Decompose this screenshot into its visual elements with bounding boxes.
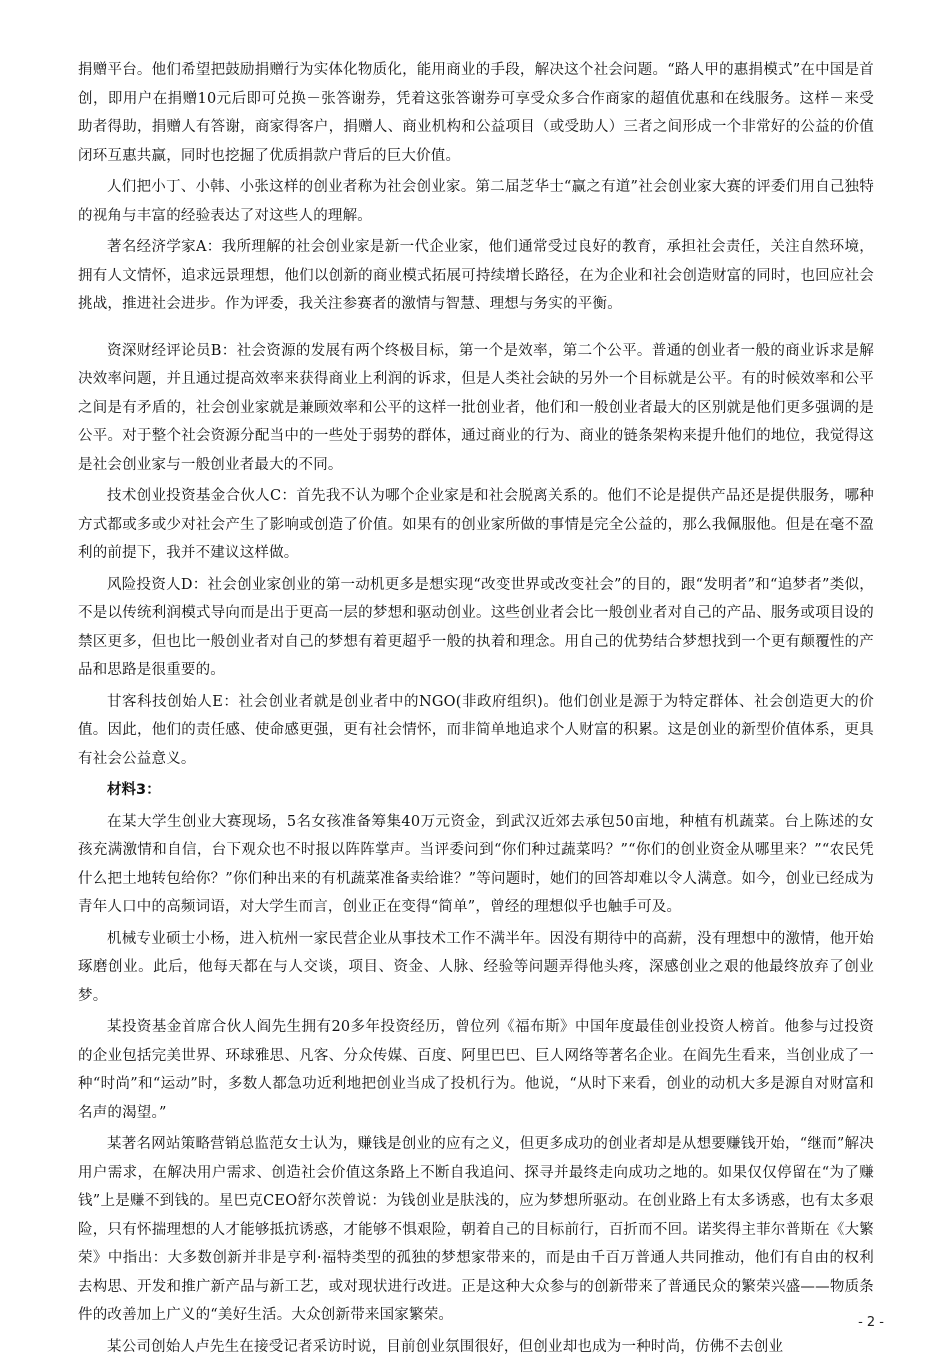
page-number: - 2 - (858, 1315, 884, 1330)
paragraph-donation-platform: 捐赠平台。他们希望把鼓励捐赠行为实体化物质化，能用商业的手段，解决这个社会问题。“路人甲的惠捐模式”在中国是首创，即用户在捐赠10元后即可兑换－张答谢券，凭着这张答谢券可享受众多合作商家的超值优惠和在线服务。这样－来受助者得助，捐赠人有答谢，商家得客户，捐赠人、商业机构和公益项目（或受助人）三者之间形成一个非常好的公益的价值闭环互惠共赢，同时也挖掘了优质捐款户背后的巨大价值。 (78, 56, 874, 170)
paragraph-investor-d: 风险投资人D：社会创业家创业的第一动机更多是想实现“改变世界或改变社会”的目的，跟“发明者”和“追梦者”类似，不是以传统利润模式导向而是出于更高一层的梦想和驱动创业。这些创业者会比一般创业者对自己的产品、服务或项目设的禁区更多，但也比一般创业者对自己的梦想有着更超乎一般的执着和理念。用自己的优势结合梦想找到一个更有颠覆性的产品和思路是很重要的。 (78, 571, 874, 685)
paragraph-mr-lu: 某公司创始人卢先生在接受记者采访时说，目前创业氛围很好，但创业却也成为一种时尚，仿佛不去创业 (78, 1333, 874, 1361)
paragraph-partner-c: 技术创业投资基金合伙人C：首先我不认为哪个企业家是和社会脱离关系的。他们不论是提供产品还是提供服务，哪种方式都或多或少对社会产生了影响或创造了价值。如果有的创业家所做的事情是完全公益的，那么我佩服他。但是在毫不盈利的前提下，我并不建议这样做。 (78, 482, 874, 568)
paragraph-founder-e: 甘客科技创始人E：社会创业者就是创业者中的NGO(非政府组织)。他们创业是源于为特定群体、社会创造更大的价值。因此，他们的责任感、使命感更强，更有社会情怀，而非简单地追求个人财富的积累。这是创业的新型价值体系，更具有社会公益意义。 (78, 688, 874, 774)
paragraph-commentator-b: 资深财经评论员B：社会资源的发展有两个终极目标，第一个是效率，第二个公平。普通的创业者一般的商业诉求是解决效率问题，并且通过提高效率来获得商业上利润的诉求，但是人类社会缺的另外一个目标就是公平。有的时候效率和公平之间是有矛盾的，社会创业家就是兼顾效率和公平的这样一批创业者，他们和一般创业者最大的区别就是他们更多强调的是公平。对于整个社会资源分配当中的一些处于弱势的群体，通过商业的行为、商业的链条架构来提升他们的地位，我觉得这是社会创业家与一般创业者最大的不同。 (78, 337, 874, 480)
paragraph-student-contest: 在某大学生创业大赛现场，5名女孩准备筹集40万元资金，到武汉近郊去承包50亩地，种植有机蔬菜。台上陈述的女孩充满激情和自信，台下观众也不时报以阵阵掌声。当评委问到“你们种过蔬菜吗？”“你们的创业资金从哪里来？”“农民凭什么把土地转包给你？”你们种出来的有机蔬菜准备卖给谁？”等问题时，她们的回答却难以令人满意。如今，创业已经成为青年人口中的高频词语，对大学生而言，创业正在变得“简单”，曾经的理想似乎也触手可及。 (78, 808, 874, 922)
paragraph-xiao-yang: 机械专业硕士小杨，进入杭州一家民营企业从事技术工作不满半年。因没有期待中的高薪，没有理想中的激情，他开始琢磨创业。此后，他每天都在与人交谈，项目、资金、人脉、经验等问题弄得他头疼，深感创业之艰的他最终放弃了创业梦。 (78, 925, 874, 1011)
paragraph-ms-fan: 某著名网站策略营销总监范女士认为，赚钱是创业的应有之义，但更多成功的创业者却是从想要赚钱开始，“继而”解决用户需求，在解决用户需求、创造社会价值这条路上不断自我追问、探寻并最终走向成功之地的。如果仅仅停留在“为了赚钱”上是赚不到钱的。星巴克CEO舒尔茨曾说：为钱创业是肤浅的，应为梦想所驱动。在创业路上有太多诱惑，也有太多艰险，只有怀揣理想的人才能够抵抗诱惑，才能够不惧艰险，朝着自己的目标前行，百折而不回。诺奖得主菲尔普斯在《大繁荣》中指出：大多数创新并非是亨利·福特类型的孤独的梦想家带来的，而是由千百万普通人共同推动，他们有自由的权利去构思、开发和推广新产品与新工艺，或对现状进行改进。正是这种大众参与的创新带来了普通民众的繁荣兴盛——物质条件的改善加上广义的“美好生活。大众创新带来国家繁荣。 (78, 1130, 874, 1330)
document-body (78, 56, 874, 1361)
material-3-heading: 材料3： (78, 776, 874, 805)
paragraph-economist-a: 著名经济学家A：我所理解的社会创业家是新一代企业家，他们通常受过良好的教育，承担社会责任，关注自然环境，拥有人文情怀，追求远景理想，他们以创新的商业模式拓展可持续增长路径，在为企业和社会创造财富的同时，也回应社会挑战，推进社会进步。作为评委，我关注参赛者的激情与智慧、理想与务实的平衡。 (78, 233, 874, 319)
paragraph-mr-yan: 某投资基金首席合伙人阎先生拥有20多年投资经历，曾位列《福布斯》中国年度最佳创业投资人榜首。他参与过投资的企业包括完美世界、环球雅思、凡客、分众传媒、百度、阿里巴巴、巨人网络等著名企业。在阎先生看来，当创业成了一种“时尚”和“运动”时，多数人都急功近利地把创业当成了投机行为。他说，“从时下来看，创业的动机大多是源自对财富和名声的渴望。” (78, 1013, 874, 1127)
paragraph-social-entrepreneurs: 人们把小丁、小韩、小张这样的创业者称为社会创业家。第二届芝华士“赢之有道”社会创业家大赛的评委们用自己独特的视角与丰富的经验表达了对这些人的理解。 (78, 173, 874, 230)
